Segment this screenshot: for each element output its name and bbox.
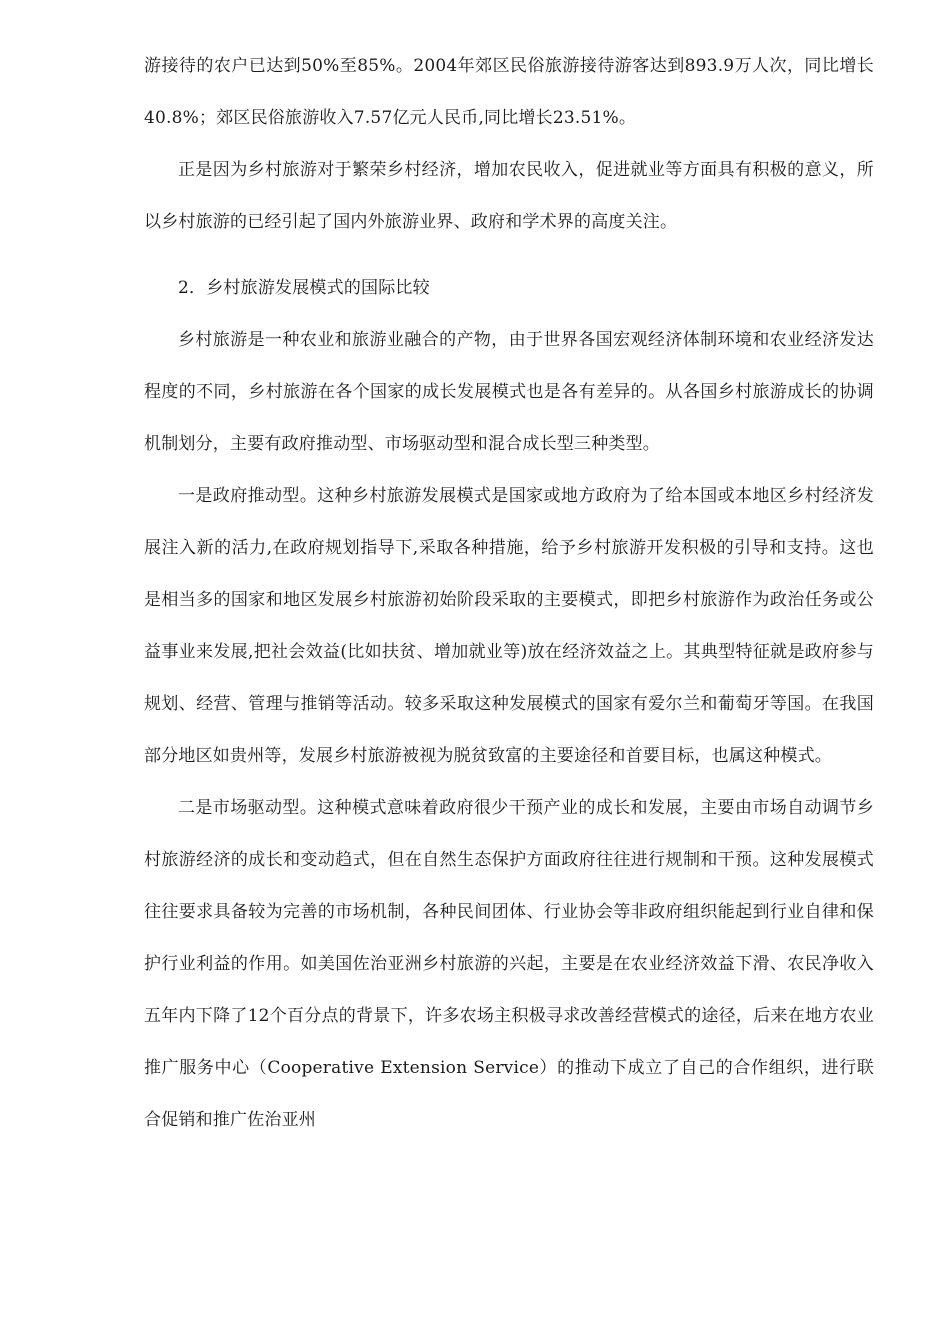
paragraph-significance: 正是因为乡村旅游对于繁荣乡村经济，增加农民收入，促进就业等方面具有积极的意义，所以乡村旅游的已经引起了国内外旅游业界、政府和学术界的高度关注。 — [144, 160, 874, 232]
paragraph-government-driven: 一是政府推动型。这种乡村旅游发展模式是国家或地方政府为了给本国或本地区乡村经济发展注入新的活力,在政府规划指导下,采取各种措施，给予乡村旅游开发积极的引导和支持。这也是相当多的国家和地区发展乡村旅游初始阶段采取的主要模式，即把乡村旅游作为政治任务或公益事业来发展,把社会效益(比如扶贫、增加就业等)放在经济效益之上。其典型特征就是政府参与规划、经营、管理与推销等活动。较多采取这种发展模式的国家有爱尔兰和葡萄牙等国。在我国部分地区如贵州等，发展乡村旅游被视为脱贫致富的主要途径和首要目标，也属这种模式。 — [144, 486, 874, 766]
paragraph-intro: 乡村旅游是一种农业和旅游业融合的产物，由于世界各国宏观经济体制环境和农业经济发达程度的不同，乡村旅游在各个国家的成长发展模式也是各有差异的。从各国乡村旅游成长的协调机制划分，主要有政府推动型、市场驱动型和混合成长型三种类型。 — [144, 330, 874, 454]
document-body — [144, 40, 874, 1146]
section-heading: 2．乡村旅游发展模式的国际比较 — [178, 278, 430, 298]
paragraph-continuation: 游接待的农户已达到50%至85%。2004年郊区民俗旅游接待游客达到893.9万人次，同比增长40.8%；郊区民俗旅游收入7.57亿元人民币,同比增长23.51%。 — [144, 56, 874, 128]
paragraph-market-driven: 二是市场驱动型。这种模式意味着政府很少干预产业的成长和发展，主要由市场自动调节乡村旅游经济的成长和变动趋式，但在自然生态保护方面政府往往进行规制和干预。这种发展模式往往要求具备较为完善的市场机制，各种民间团体、行业协会等非政府组织能起到行业自律和保护行业利益的作用。如美国佐治亚洲乡村旅游的兴起，主要是在农业经济效益下滑、农民净收入五年内下降了12个百分点的背景下，许多农场主积极寻求改善经营模式的途径，后来在地方农业推广服务中心（Cooperative Extension Service）的推动下成立了自己的合作组织，进行联合促销和推广佐治亚州 — [144, 798, 874, 1130]
